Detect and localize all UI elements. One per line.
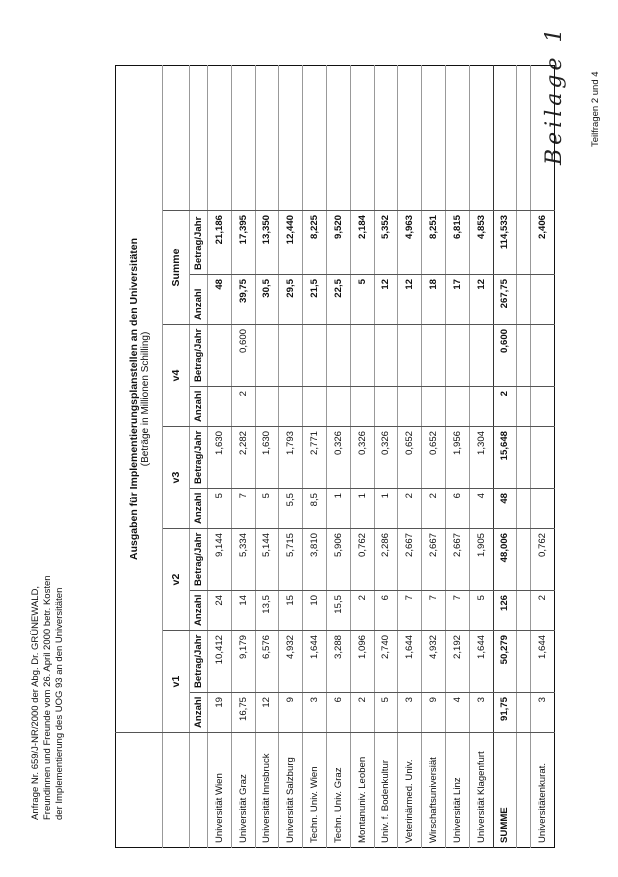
v2-anzahl-cell: 15,5 [326,591,350,631]
v2-anzahl-cell: 7 [422,591,446,631]
summe-anzahl-cell: 12 [469,275,493,325]
inquiry-reference [30,575,66,820]
v2-betrag-cell: 5,715 [279,529,303,591]
summe-anzahl-cell: 21,5 [303,275,327,325]
v1-anzahl-cell: 5 [374,693,398,733]
sub-header-anzahl: Anzahl [190,387,208,427]
v2-anzahl-cell: 126 [493,591,517,631]
group-header-summe: Summe [163,211,190,325]
v4-anzahl-cell [531,387,555,427]
summe-anzahl-cell: 17 [445,275,469,325]
v3-betrag-cell: 1,304 [469,427,493,489]
v2-anzahl-cell: 10 [303,591,327,631]
v1-betrag-cell: 3,288 [326,631,350,693]
table-title-cell [116,65,163,732]
table-row [445,65,469,847]
v3-anzahl-cell: 1 [350,489,374,529]
v2-betrag-cell: 2,667 [398,529,422,591]
v3-anzahl-cell: 5 [208,489,232,529]
v4-anzahl-cell [469,387,493,427]
summe-betrag-cell: 9,520 [326,211,350,275]
v3-betrag-cell: 1,956 [445,427,469,489]
v1-anzahl-cell: 9 [279,693,303,733]
v2-betrag-cell: 3,810 [303,529,327,591]
empty-cell [517,325,531,387]
v3-betrag-cell: 0,652 [422,427,446,489]
summe-anzahl-cell: 48 [208,275,232,325]
v4-anzahl-cell [374,387,398,427]
sub-header-anzahl: Anzahl [190,489,208,529]
table-row [208,65,232,847]
row-label: Universität Wien [208,733,232,848]
empty-cell [445,65,469,210]
empty-cell [190,65,208,210]
v2-anzahl-cell: 15 [279,591,303,631]
empty-cell [517,427,531,489]
v4-betrag-cell: 0,600 [493,325,517,387]
summe-betrag-cell: 4,963 [398,211,422,275]
v2-betrag-cell: 1,905 [469,529,493,591]
v3-betrag-cell [531,427,555,489]
v1-anzahl-cell: 16,75 [231,693,255,733]
v3-anzahl-cell: 5 [255,489,279,529]
empty-cell [326,65,350,210]
v2-anzahl-cell: 24 [208,591,232,631]
group-header-v1: v1 [163,631,190,733]
empty-cell [398,65,422,210]
table-subtitle: (Beträge in Millionen Schilling) [139,331,151,467]
summe-betrag-cell: 12,440 [279,211,303,275]
row-label: Universität Salzburg [279,733,303,848]
v1-betrag-cell: 1,644 [531,631,555,693]
v1-betrag-cell: 50,279 [493,631,517,693]
teilfragen-note: Teilfragen 2 und 4 [590,71,601,147]
v2-anzahl-cell: 14 [231,591,255,631]
v3-betrag-cell: 2,771 [303,427,327,489]
row-label: Universitätenkurat. [531,733,555,848]
v3-anzahl-cell: 8,5 [303,489,327,529]
table-row [469,65,493,847]
v1-anzahl-cell: 9 [422,693,446,733]
sub-header-betrag: Betrag/Jahr [190,631,208,693]
v2-anzahl-cell: 2 [531,591,555,631]
v4-anzahl-cell: 2 [231,387,255,427]
row-label: Universität Innsbruck [255,733,279,848]
v1-betrag-cell: 2,740 [374,631,398,693]
sub-header-betrag: Betrag/Jahr [190,211,208,275]
table-row [398,65,422,847]
v4-betrag-cell [326,325,350,387]
empty-cell [517,275,531,325]
implementation-costs-table [115,65,555,848]
table-row [326,65,350,847]
v4-anzahl-cell [326,387,350,427]
handwritten-annotation: Beilage 1 [542,24,567,165]
summe-betrag-cell: 21,186 [208,211,232,275]
v3-anzahl-cell: 48 [493,489,517,529]
summe-anzahl-cell: 29,5 [279,275,303,325]
table-row [255,65,279,847]
summe-betrag-cell: 8,251 [422,211,446,275]
v4-anzahl-cell [422,387,446,427]
v4-anzahl-cell: 2 [493,387,517,427]
v3-betrag-cell: 1,793 [279,427,303,489]
empty-cell [517,529,531,591]
v1-betrag-cell: 9,179 [231,631,255,693]
table-row [422,65,446,847]
v1-anzahl-cell: 6 [326,693,350,733]
group-header-v2: v2 [163,529,190,631]
v3-betrag-cell: 1,630 [255,427,279,489]
v2-betrag-cell: 2,286 [374,529,398,591]
empty-cell [493,65,517,210]
empty-cell [374,65,398,210]
v1-anzahl-cell: 12 [255,693,279,733]
inquiry-line: der Implementierung des UOG 93 an den Universitäten [54,587,65,820]
v4-betrag-cell [208,325,232,387]
v2-betrag-cell: 2,667 [445,529,469,591]
empty-cell [255,65,279,210]
empty-cell [517,211,531,275]
summe-anzahl-cell: 39,75 [231,275,255,325]
v3-anzahl-cell: 5,5 [279,489,303,529]
v1-anzahl-cell: 3 [469,693,493,733]
v2-betrag-cell: 2,667 [422,529,446,591]
v1-betrag-cell: 6,576 [255,631,279,693]
empty-cell [517,591,531,631]
v1-betrag-cell: 1,096 [350,631,374,693]
row-label: Universität Graz [231,733,255,848]
group-header-row [163,65,190,847]
v1-betrag-cell: 1,644 [303,631,327,693]
empty-cell [190,733,208,848]
summe-anzahl-cell: 22,5 [326,275,350,325]
v3-anzahl-cell: 2 [422,489,446,529]
row-label: Universität Klagenfurt [469,733,493,848]
v1-betrag-cell: 10,412 [208,631,232,693]
v4-anzahl-cell [208,387,232,427]
v1-anzahl-cell: 2 [350,693,374,733]
v2-anzahl-cell: 6 [374,591,398,631]
v2-anzahl-cell: 2 [350,591,374,631]
row-label: Universität Linz [445,733,469,848]
summe-anzahl-cell: 18 [422,275,446,325]
sub-header-row [190,65,208,847]
v4-anzahl-cell [398,387,422,427]
kuratorium-row [531,65,555,847]
empty-cell [517,631,531,693]
empty-cell [469,65,493,210]
group-header-v3: v3 [163,427,190,529]
summe-betrag-cell: 6,815 [445,211,469,275]
table-row [350,65,374,847]
summe-betrag-cell: 2,184 [350,211,374,275]
summe-betrag-cell: 114,533 [493,211,517,275]
empty-cell [208,65,232,210]
v3-betrag-cell: 0,326 [350,427,374,489]
summe-betrag-cell: 13,350 [255,211,279,275]
total-row [493,65,517,847]
v2-betrag-cell: 5,144 [255,529,279,591]
v1-betrag-cell: 4,932 [422,631,446,693]
v4-betrag-cell [279,325,303,387]
v2-betrag-cell: 9,144 [208,529,232,591]
v4-betrag-cell: 0,600 [231,325,255,387]
v1-anzahl-cell: 3 [398,693,422,733]
summe-anzahl-cell: 12 [374,275,398,325]
v3-anzahl-cell: 1 [326,489,350,529]
v4-betrag-cell [469,325,493,387]
v2-betrag-cell: 0,762 [531,529,555,591]
v4-betrag-cell [445,325,469,387]
sub-header-anzahl: Anzahl [190,591,208,631]
v1-anzahl-cell: 4 [445,693,469,733]
sub-header-betrag: Betrag/Jahr [190,325,208,387]
v4-betrag-cell [398,325,422,387]
v3-anzahl-cell: 7 [231,489,255,529]
summe-anzahl-cell: 267,75 [493,275,517,325]
v4-anzahl-cell [303,387,327,427]
empty-cell [163,733,190,848]
row-label: Veterinärmed. Univ. [398,733,422,848]
v2-betrag-cell: 5,906 [326,529,350,591]
v4-anzahl-cell [279,387,303,427]
summe-betrag-cell: 5,352 [374,211,398,275]
table-row [231,65,255,847]
row-label: Montanuniv. Leoben [350,733,374,848]
v3-betrag-cell: 0,326 [374,427,398,489]
spacer-row [517,65,531,847]
v3-betrag-cell: 1,630 [208,427,232,489]
v4-anzahl-cell [350,387,374,427]
row-label: Univ. f. Bodenkultur [374,733,398,848]
v3-betrag-cell: 15,648 [493,427,517,489]
table-row [303,65,327,847]
v2-anzahl-cell: 13,5 [255,591,279,631]
inquiry-line: Anfrage Nr. 659/J-NR/2000 der Abg. Dr. GRÜNEWALD, [30,585,41,820]
sub-header-betrag: Betrag/Jahr [190,427,208,489]
v1-betrag-cell: 1,644 [469,631,493,693]
v1-betrag-cell: 1,644 [398,631,422,693]
empty-cell [303,65,327,210]
row-label: Techn. Univ. Graz [326,733,350,848]
table-body [208,65,555,847]
v4-anzahl-cell [255,387,279,427]
sub-header-anzahl: Anzahl [190,693,208,733]
v3-betrag-cell: 0,326 [326,427,350,489]
row-label: Techn. Univ. Wien [303,733,327,848]
v2-betrag-cell: 48,006 [493,529,517,591]
summe-anzahl-cell: 5 [350,275,374,325]
v2-anzahl-cell: 7 [398,591,422,631]
empty-cell [422,65,446,210]
v2-anzahl-cell: 5 [469,591,493,631]
row-label: SUMME [493,733,517,848]
v4-betrag-cell [422,325,446,387]
sub-header-anzahl: Anzahl [190,275,208,325]
table-title-row [116,65,163,847]
empty-cell [517,65,531,210]
v3-anzahl-cell: 1 [374,489,398,529]
v3-anzahl-cell: 4 [469,489,493,529]
v3-betrag-cell: 2,282 [231,427,255,489]
v4-betrag-cell [303,325,327,387]
empty-cell [163,65,190,210]
v4-betrag-cell [350,325,374,387]
summe-anzahl-cell [531,275,555,325]
group-header-v4: v4 [163,325,190,427]
empty-cell [517,733,531,848]
empty-cell [231,65,255,210]
empty-cell [531,65,555,210]
empty-cell [517,387,531,427]
v4-anzahl-cell [445,387,469,427]
v2-betrag-cell: 5,334 [231,529,255,591]
v3-betrag-cell: 0,652 [398,427,422,489]
v1-anzahl-cell: 91,75 [493,693,517,733]
empty-cell [279,65,303,210]
sub-header-betrag: Betrag/Jahr [190,529,208,591]
summe-betrag-cell: 4,853 [469,211,493,275]
summe-betrag-cell: 17,395 [231,211,255,275]
v1-anzahl-cell: 3 [303,693,327,733]
v2-betrag-cell: 0,762 [350,529,374,591]
summe-betrag-cell: 8,225 [303,211,327,275]
v3-anzahl-cell: 6 [445,489,469,529]
empty-cell [116,733,163,848]
row-label: Wirschaftsuniversiät [422,733,446,848]
v1-betrag-cell: 2,192 [445,631,469,693]
v4-betrag-cell [531,325,555,387]
v1-betrag-cell: 4,932 [279,631,303,693]
table-title: Ausgaben für Implementierungsplanstellen an den Universitäten [127,237,140,561]
v1-anzahl-cell: 3 [531,693,555,733]
table-row [374,65,398,847]
v4-betrag-cell [255,325,279,387]
summe-betrag-cell: 2,406 [531,211,555,275]
table-row [279,65,303,847]
v3-anzahl-cell: 2 [398,489,422,529]
v2-anzahl-cell: 7 [445,591,469,631]
summe-anzahl-cell: 30,5 [255,275,279,325]
inquiry-line: Freundinnen und Freunde vom 26. April 2000 betr. Kosten [42,575,53,820]
empty-cell [517,693,531,733]
v1-anzahl-cell: 19 [208,693,232,733]
empty-cell [517,489,531,529]
v3-anzahl-cell [531,489,555,529]
v4-betrag-cell [374,325,398,387]
empty-cell [350,65,374,210]
summe-anzahl-cell: 12 [398,275,422,325]
